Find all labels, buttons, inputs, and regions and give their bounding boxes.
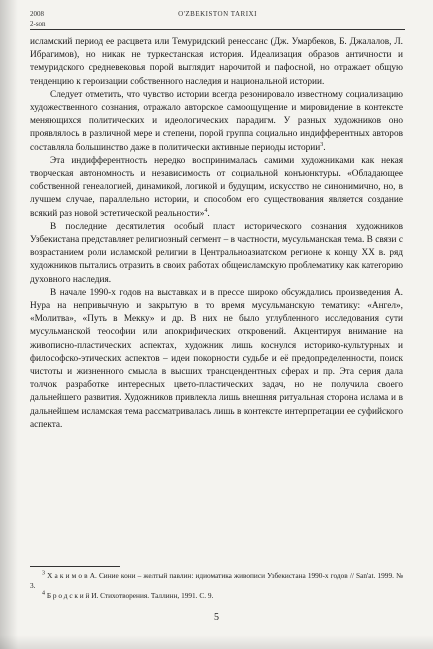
- paragraph-2: Следует отметить, что чувство истории всегда резонировало известному социализацию художественного сознания, отражало авторское самоощущение и мировидение в контексте меняющихся политических и идеологических парадигм. У разных художников оно проявлялось в различной мере и степени, порой группа социально индифферентных авторов составляла большинство даже в политически активные периоды истории$^3$.: [30, 89, 403, 153]
- paragraph-1: [30, 36, 403, 89]
- footnote-3-text: Х а к и м о в А. Синие кони – желтый павлин: идиоматика живописи Узбекистана 1990-х годов // San'at. 1999. № 3.: [30, 571, 404, 590]
- paragraph-2-text: Следует отметить, что чувство истории всегда резонировало известному социализацию художественного сознания, отражало авторское самоощущение и мировидение в контексте меняющихся политических и идеологических парадигм. У разных художников оно проявлялось в различной мере и степени, порой группа социально индифферентных авторов составляла большинство даже в политически активные периоды истории: [30, 89, 403, 153]
- footnote-4-text: Б р о д с к и й И. Стихотворения. Таллинн, 1991. С. 9.: [46, 591, 214, 600]
- footnote-4-mark: 4: [42, 590, 45, 597]
- footnote-4: [30, 591, 403, 601]
- paragraph-4-text: В последние десятилетия особый пласт исторического сознания художников Узбекистана представляет религиозный сегмент – в частности, мусульманская тема. В связи с возрастанием роли исламской религии в Центральноазиатском регионе к концу XX в. ряд художников пытались отразить в своих работах общеисламскую проблематику как категорию духовного наследия.: [30, 221, 403, 285]
- paragraph-1-text: исламский период ее расцвета или Темуридский ренессанс (Дж. Умарбеков, Б. Джалалов, Л. Ибрагимов), но никак не туркестанская история. Идеализация образов античности и темуридского средневековья порой выглядит нарочитой и пафосной, но отражает общую тенденцию к героизации собственного наследия и национальной истории.: [30, 37, 403, 87]
- footnote-3-mark: 3: [42, 570, 45, 577]
- footnotes: [30, 566, 403, 601]
- scan-bottom-shadow: [0, 635, 433, 649]
- paragraph-5: [30, 287, 403, 432]
- paragraph-3: Эта индифферентность нередко воспринималась самими художниками как некая творческая автономность и независимость от социальной конъюнктуры. «Обладающее собственной генеалогией, динамикой, логикой и будущим, искусство не синонимично, но, в лучшем случае, параллельно истории, и способом его существования является создание всякий раз новой эстетической реальности»$^4$.: [30, 155, 403, 219]
- paragraph-3-text: Эта индифферентность нередко воспринималась самими художниками как некая творческая автономность и независимость от социальной конъюнктуры. «Обладающее собственной генеалогией, динамикой, логикой и будущим, искусство не синонимично, но, в лучшем случае, параллельно истории, и способом его существования является создание всякий раз новой эстетической реальности»: [30, 155, 403, 219]
- footnote-rule: [30, 566, 120, 567]
- header-rule: [30, 29, 405, 30]
- paragraph-5-text: В начале 1990-х годов на выставках и в прессе широко обсуждались произведения А. Нура на непривычную и закрытую в то время мусульманскую тематику: «Ангел», «Молитва», «Путь в Мекку» и др. В них не было углубленного исследования сути мусульманской теософии или апокрифических откровений. Акцентируя внимание на живописно-пластических аспектах, художник лишь коснулся историко-культурных и философско-этических аспектов – идеи покорности судьбе и её предопределенности, поиск чистоты и жизненного смысла в высших трансцендентных сферах и пр. Эта серия дала толчок разработке интересных цвето-пластических задач, но не получила своего дальнейшего развития. Художников привлекла лишь внешняя ритуальная сторона ислама и в дальнейшем исламская тема рассматривалась лишь в контексте интерпретации ее суфийского аспекта.: [30, 287, 403, 430]
- footnote-ref-4: 4: [204, 207, 208, 214]
- paragraph-4: [30, 221, 403, 287]
- header-year: 2008: [30, 10, 44, 18]
- scan-edge-shadow: [0, 0, 18, 649]
- header-issue: 2-son: [30, 20, 46, 28]
- header-journal-title: O'ZBEKISTON TARIXI: [178, 10, 257, 18]
- footnote-3: [30, 571, 403, 591]
- page-number: 5: [214, 612, 219, 623]
- body-text: [30, 36, 403, 432]
- footnote-ref-3: 3: [320, 141, 324, 148]
